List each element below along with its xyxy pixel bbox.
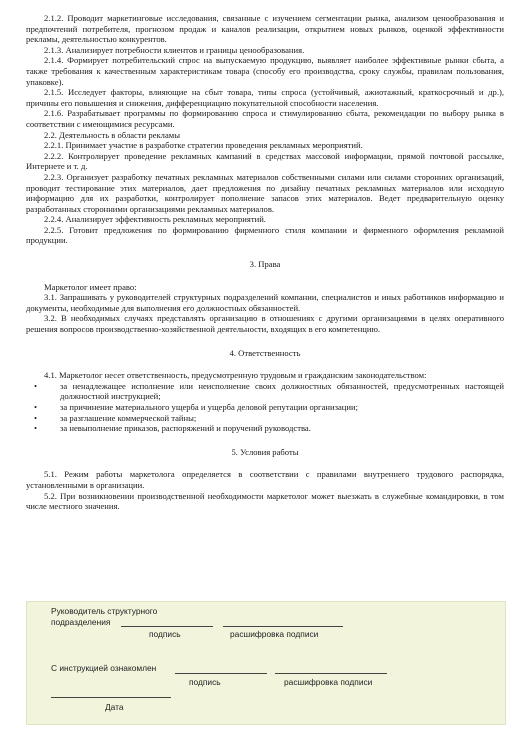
employee-signature-caption: подпись [189,677,221,687]
paragraph-4-1: 4.1. Маркетолог несет ответственность, предусмотренную трудовым и гражданским законодательством: [44,370,427,381]
head-title-line1: Руководитель структурного [51,606,158,616]
bullet-icon: • [34,412,38,423]
section-heading: 4. Ответственность [229,347,301,358]
responsibility-list [26,381,504,434]
paragraph-5-2: 5.2. При возникновении производственной необходимости маркетолог может выезжать в служебные командировки, в том числе местного значения. [26,490,504,512]
paragraph-2-1-2: 2.1.2. Проводит маркетинговые исследования, связанные с изучением сегментации рынка, анализом ценообразования и предпочтений потребителя, прогнозом продаж и каналов реализации, открытием новых рынков, оценкой эффективности рекламы, деятельностью конкурентов. [26,13,504,45]
bullet-icon: • [34,402,38,412]
section-4-responsibility [26,348,504,434]
list-item [26,423,504,434]
acquainted-label: С инструкцией ознакомлен [51,663,157,673]
section-2-continued [26,13,504,246]
paragraph-3-2: 3.2. В необходимых случаях представлять организацию в отношениях с другими организациями в целях оперативного решения вопросов производственно-хозяйственной деятельности, входящих в его компетенцию. [26,313,504,335]
list-item-text: за ненадлежащее исполнение или неисполнение своих должностных обязанностей, предусмотренных настоящей должностной инструкцией; [60,380,504,402]
section-5-conditions [26,447,504,512]
paragraph-3-1: 3.1. Запрашивать у руководителей структурных подразделений компании, специалистов и иных работников информацию и документы, необходимые для выполнения его должностных обязанностей. [26,292,504,313]
head-decode-caption: расшифровка подписи [230,629,319,639]
head-signature-line[interactable] [121,626,213,627]
list-item [26,381,504,402]
paragraph-2-1-5: 2.1.5. Исследует факторы, влияющие на сбыт товара, типы спроса (устойчивый, ажиотажный, краткосрочный и др.), причины его повышения и снижения, дифференциацию покупательной способности населения. [26,87,504,108]
head-signature-caption: подпись [149,629,181,639]
employee-signature-line[interactable] [175,673,267,674]
head-title-line2: подразделения [51,617,111,627]
paragraph-2-2-5: 2.2.5. Готовит предложения по формированию фирменного стиля компании и фирменного оформления рекламной продукции. [26,224,504,246]
bullet-icon: • [34,380,38,391]
section-heading: 3. Права [249,259,281,270]
employee-decode-line[interactable] [275,673,387,674]
paragraph-2-2-1: 2.2.1. Принимает участие в разработке стратегии проведения рекламных мероприятий. [44,140,363,151]
list-item-text: за причинение материального ущерба и ущерба деловой репутации организации; [60,402,358,412]
paragraph-2-2: 2.2. Деятельность в области рекламы [44,129,180,140]
head-decode-line[interactable] [223,626,343,627]
paragraph-2-1-6: 2.1.6. Разрабатывает программы по формированию спроса и стимулированию сбыта, рекомендации по выбору рынка в соответствии с имеющимися ресурсами. [26,108,504,129]
paragraph-2-2-4: 2.2.4. Анализирует эффективность рекламных мероприятий. [44,214,266,225]
paragraph-2-1-3: 2.1.3. Анализирует потребности клиентов и границы ценообразования. [44,44,305,55]
section-3-rights [26,259,504,335]
date-line[interactable] [51,697,171,698]
document-body [26,13,504,512]
paragraph-5-1: 5.1. Режим работы маркетолога определяется в соответствии с правилами внутреннего трудового распорядка, установленными в организации. [26,469,504,490]
list-item [26,413,504,424]
paragraph-2-1-4: 2.1.4. Формирует потребительский спрос на выпускаемую продукцию, выявляет наиболее эффективные рынки сбыта, а также требования к качественным характеристикам товара (способу его производства, сроку службы, правилам пользования, упаковке). [26,55,504,87]
section-heading: 5. Условия работы [231,446,299,457]
employee-decode-caption: расшифровка подписи [284,677,373,687]
signature-block [26,601,506,725]
paragraph-2-2-2: 2.2.2. Контролирует проведение рекламных кампаний в средствах массовой информации, прямой почтовой рассылке, Интернете и т. д. [26,150,504,172]
list-item [26,402,504,413]
bullet-icon: • [34,423,38,434]
paragraph-3-intro: Маркетолог имеет право: [44,281,137,292]
list-item-text: за невыполнение приказов, распоряжений и поручений руководства. [60,423,311,434]
date-caption: Дата [105,702,124,712]
paragraph-2-2-3: 2.2.3. Организует разработку печатных рекламных материалов собственными силами или силами сторонних организаций, проводит тестирование этих материалов, дает предложения по дизайну печатных рекламных материалов или исходную информацию для их разработки, контролирует пополнение запасов этих материалов. Ведет предварительную оценку разработанных сторонними организациями рекламных материалов. [26,171,504,214]
list-item-text: за разглашение коммерческой тайны; [60,412,197,423]
